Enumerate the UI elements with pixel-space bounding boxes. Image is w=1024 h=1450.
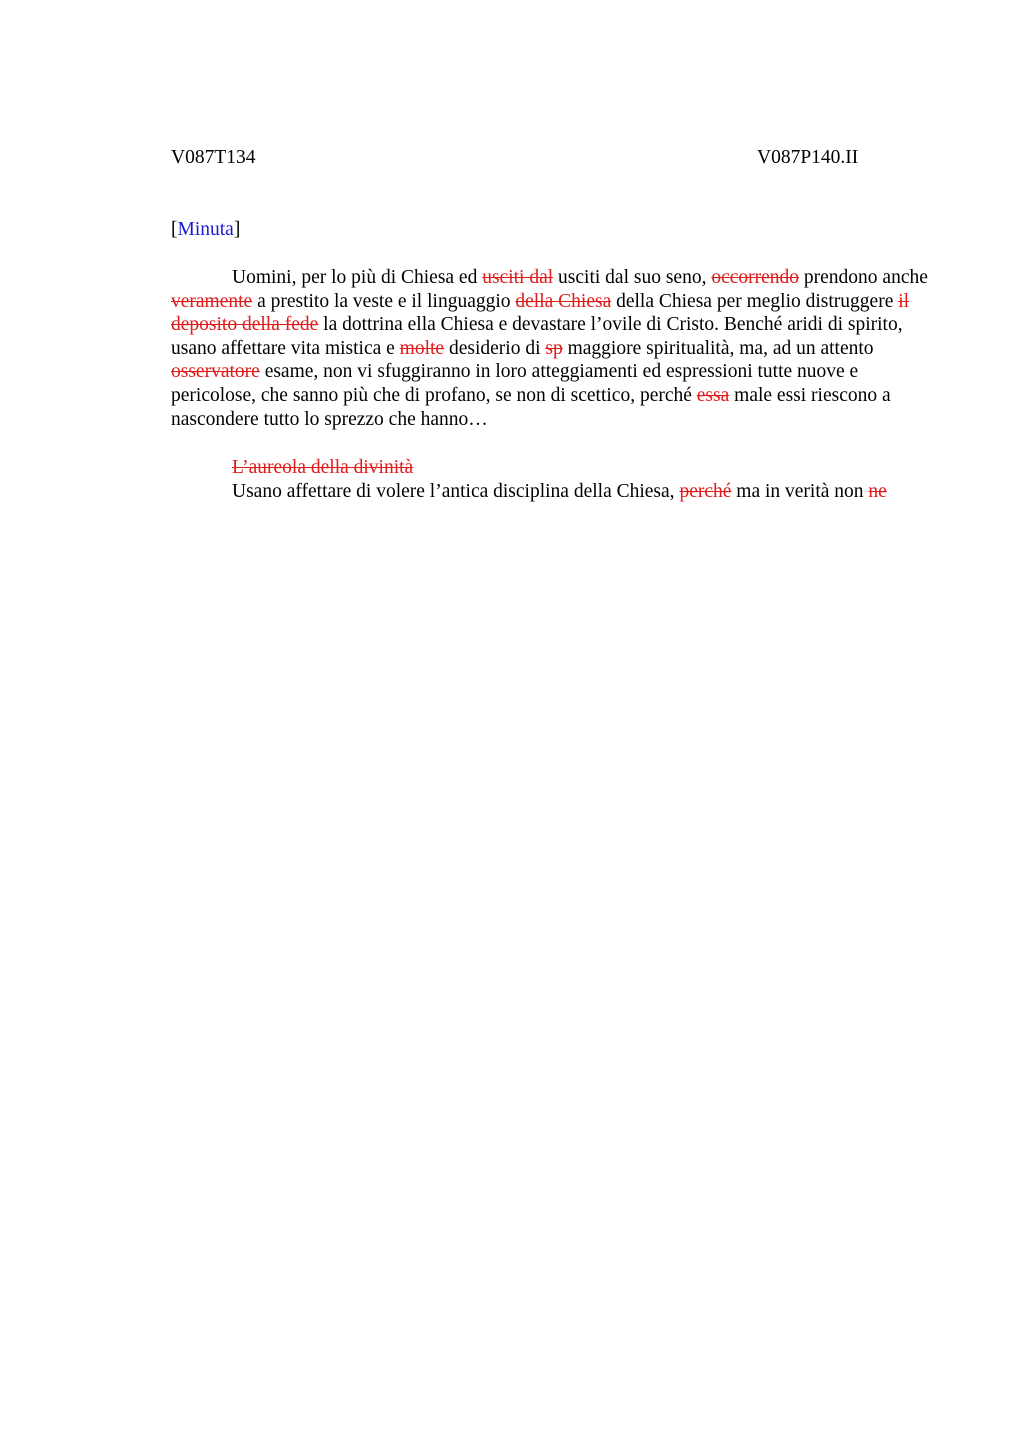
- body-paragraph-1: [171, 266, 931, 431]
- text-segment: Usano affettare di volere l’antica disciplina della Chiesa,: [232, 481, 680, 502]
- document-code-left: V087T134: [171, 147, 256, 168]
- text-segment: male essi riescono a nascondere tutto lo sprezzo che hanno…: [171, 384, 891, 430]
- deleted-text-segment: occorrendo: [711, 267, 800, 288]
- deleted-text-segment: ne: [868, 481, 887, 502]
- document-code-right: V087P140.II: [757, 147, 859, 168]
- text-segment: ma in verità non: [731, 481, 869, 502]
- text-segment: esame, non vi sfuggiranno in loro atteggiamenti ed espressioni tutte nuove e pericolose, che sanno più che di profano, se non di scettico, perché: [171, 361, 859, 406]
- text-segment: prendono anche: [799, 267, 928, 288]
- deleted-text-segment: il deposito della fede: [171, 290, 910, 336]
- deleted-text-segment: osservatore: [171, 361, 260, 383]
- deleted-text-segment: sp: [545, 337, 563, 359]
- deleted-text-segment: della Chiesa: [515, 290, 612, 312]
- deleted-heading: L’aureola della divinità: [232, 457, 414, 478]
- label-text: Minuta: [177, 219, 234, 240]
- document-type-label: [171, 218, 240, 242]
- deleted-text-segment: molte: [399, 337, 445, 359]
- open-bracket: [: [171, 219, 178, 240]
- deleted-text-segment: perché: [679, 481, 732, 502]
- text-segment: Uomini, per lo più di Chiesa ed: [232, 267, 483, 288]
- deleted-text-segment: essa: [696, 384, 730, 406]
- text-segment: della Chiesa per meglio distruggere: [611, 290, 899, 312]
- close-bracket: ]: [233, 219, 241, 240]
- text-segment: desiderio di: [444, 337, 546, 359]
- body-paragraph-2: [232, 480, 942, 504]
- text-segment: a prestito la veste e il linguaggio: [252, 290, 516, 312]
- deleted-text-segment: usciti dal: [482, 267, 554, 288]
- text-segment: la dottrina ella Chiesa e devastare l’ovile di Cristo. Benché aridi di spirito, usano affettare vita mistica e: [171, 314, 903, 359]
- deleted-text-segment: veramente: [171, 290, 253, 312]
- text-segment: usciti dal suo seno,: [553, 267, 712, 288]
- text-segment: maggiore spiritualità, ma, ad un attento: [562, 337, 874, 359]
